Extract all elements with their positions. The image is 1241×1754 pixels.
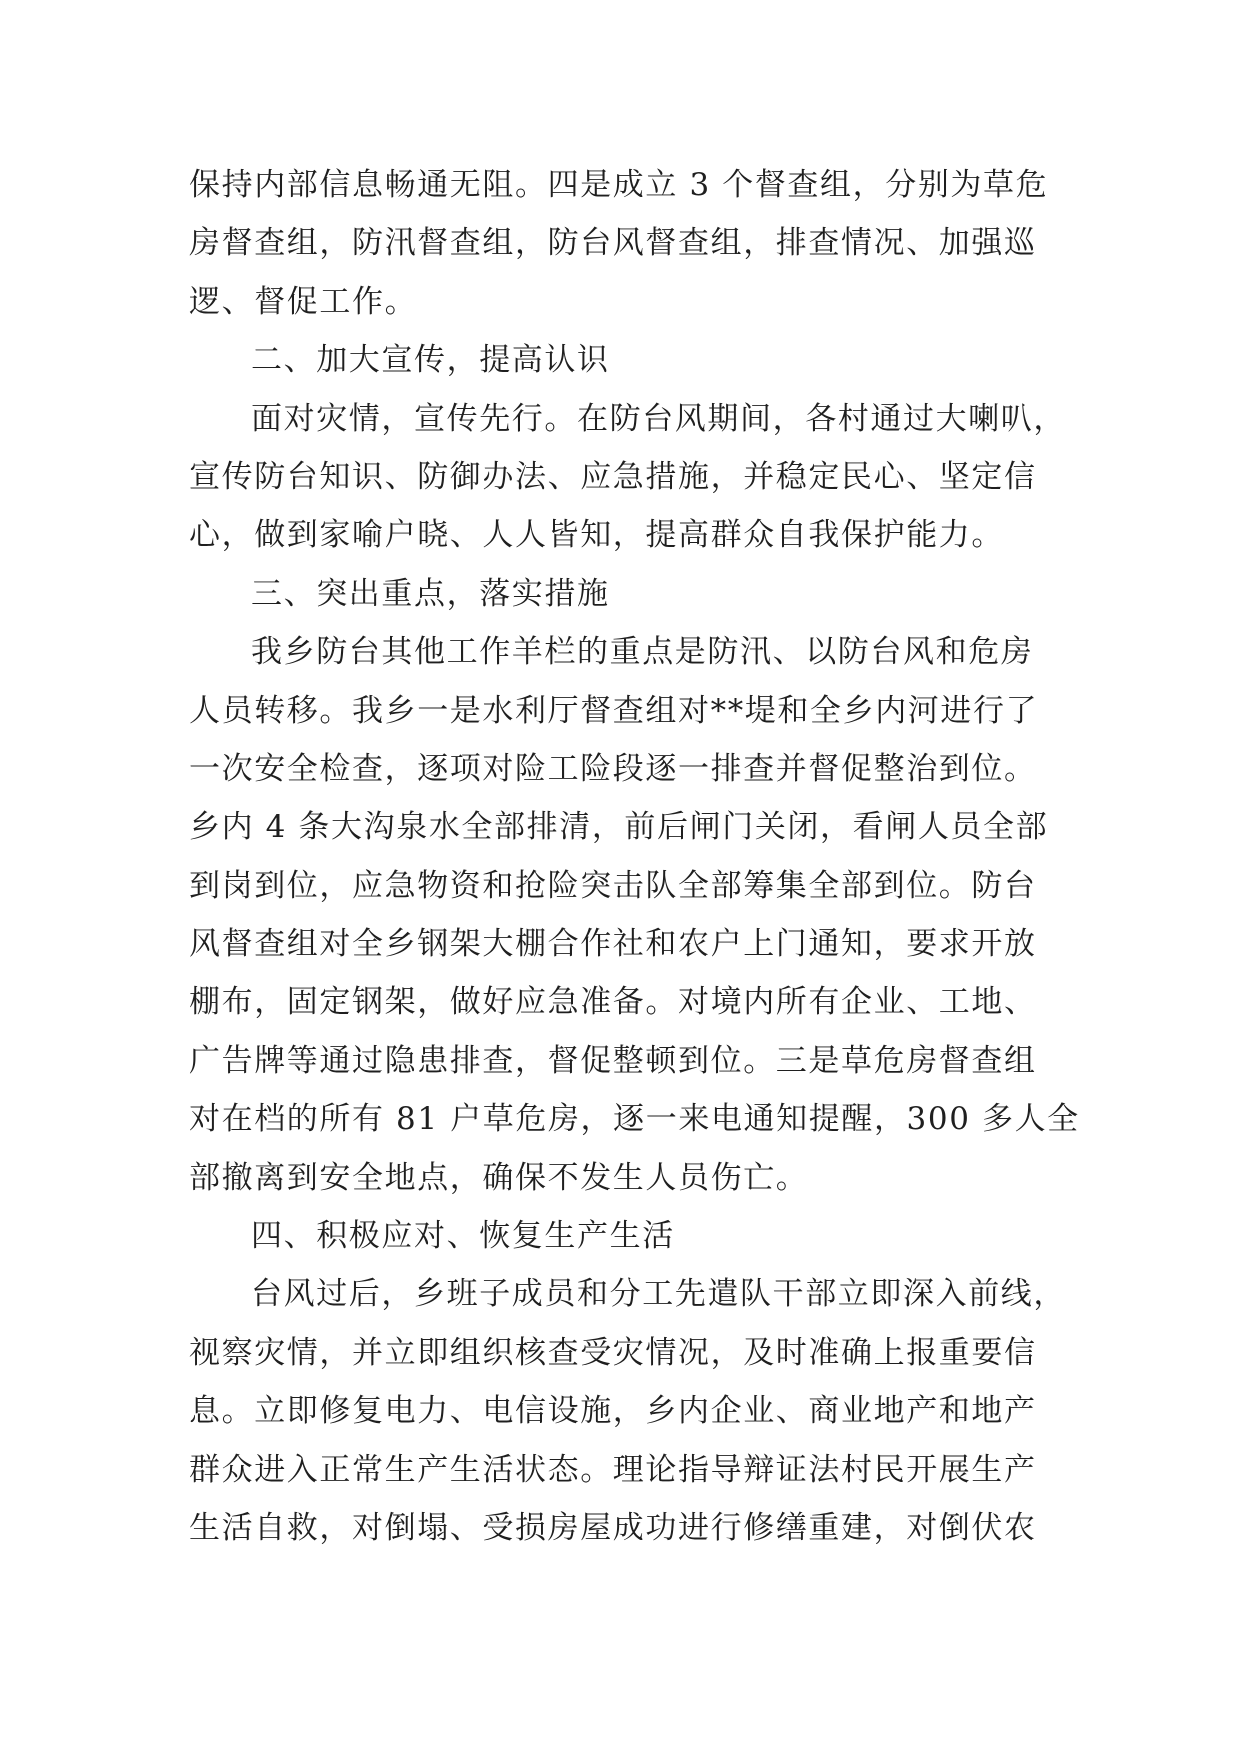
text-line: 对在档的所有 81 户草危房，逐一来电通知提醒，300 多人全 bbox=[189, 1101, 1080, 1138]
text-line: 广告牌等通过隐患排查，督促整顿到位。三是草危房督查组 bbox=[189, 1042, 1037, 1079]
text-line: 息。立即修复电力、电信设施，乡内企业、商业地产和地产 bbox=[189, 1393, 1037, 1430]
text-line: 群众进入正常生产生活状态。理论指导辩证法村民开展生产 bbox=[189, 1451, 1037, 1488]
text-line: 乡内 4 条大沟泉水全部排清，前后闸门关闭，看闸人员全部 bbox=[189, 809, 1049, 846]
text-line: 人员转移。我乡一是水利厅督查组对**堤和全乡内河进行了 bbox=[189, 692, 1039, 729]
paragraph-first-line: 三、突出重点，落实措施 bbox=[251, 575, 610, 612]
text-line: 心，做到家喻户晓、人人皆知，提高群众自我保护能力。 bbox=[189, 517, 1004, 554]
paragraph-first-line: 面对灾情，宣传先行。在防台风期间，各村通过大喇叭， bbox=[251, 400, 1066, 437]
text-line: 部撤离到安全地点，确保不发生人员伤亡。 bbox=[189, 1159, 809, 1196]
text-line: 一次安全检查，逐项对险工险段逐一排查并督促整治到位。 bbox=[189, 750, 1037, 787]
paragraph-first-line: 我乡防台其他工作羊栏的重点是防汛、以防台风和危房 bbox=[251, 634, 1034, 671]
document-body bbox=[189, 156, 1080, 1557]
text-line: 棚布，固定钢架，做好应急准备。对境内所有企业、工地、 bbox=[189, 984, 1037, 1021]
text-line: 视察灾情，并立即组织核查受灾情况，及时准确上报重要信 bbox=[189, 1334, 1037, 1371]
paragraph-first-line: 台风过后，乡班子成员和分工先遣队干部立即深入前线， bbox=[251, 1276, 1066, 1313]
paragraph-first-line: 二、加大宣传，提高认识 bbox=[251, 342, 610, 379]
text-line: 生活自救，对倒塌、受损房屋成功进行修缮重建，对倒伏农 bbox=[189, 1509, 1037, 1546]
text-line: 到岗到位，应急物资和抢险突击队全部筹集全部到位。防台 bbox=[189, 867, 1037, 904]
text-line: 宣传防台知识、防御办法、应急措施，并稳定民心、坚定信 bbox=[189, 458, 1037, 495]
text-line: 风督查组对全乡钢架大棚合作社和农户上门通知，要求开放 bbox=[189, 926, 1037, 963]
text-line: 逻、督促工作。 bbox=[189, 283, 418, 320]
text-line: 保持内部信息畅通无阻。四是成立 3 个督查组，分别为草危 bbox=[189, 167, 1049, 203]
text-line: 房督查组，防汛督查组，防台风督查组，排查情况、加强巡 bbox=[189, 225, 1037, 262]
paragraph-first-line: 四、积极应对、恢复生产生活 bbox=[251, 1218, 675, 1255]
